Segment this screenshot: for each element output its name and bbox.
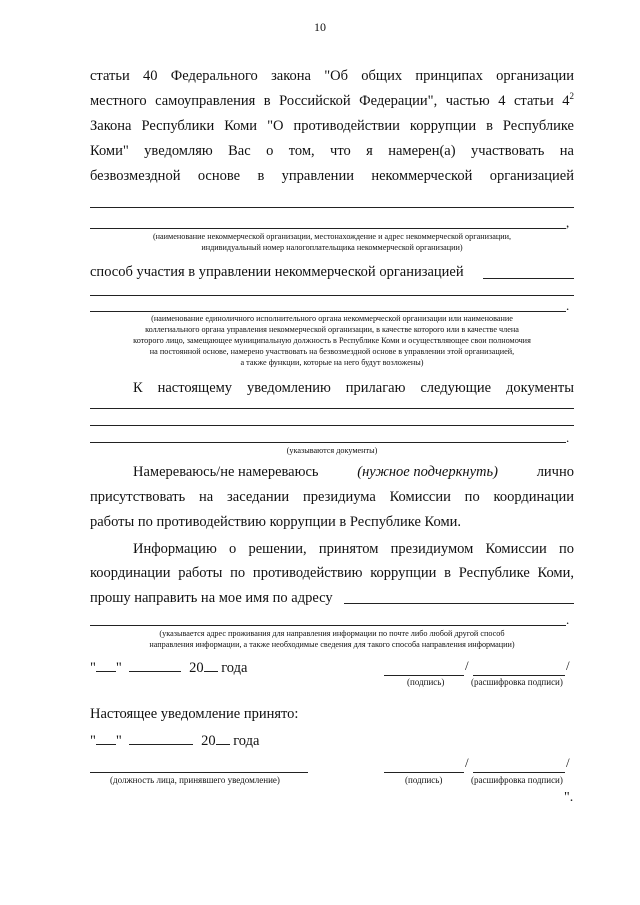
intro-line-2-sup: 2 bbox=[569, 91, 574, 102]
signature-2-slash-1: / bbox=[465, 755, 469, 770]
date-1-year-prefix: 20 bbox=[189, 660, 204, 676]
intro-line-5: безвозмездной основе в управлении некоммерческой организацией bbox=[90, 168, 574, 184]
participation-fill-inline[interactable] bbox=[483, 278, 574, 279]
participation-caption bbox=[90, 313, 574, 368]
date-2 bbox=[90, 732, 259, 750]
org-name-fill-line-1[interactable] bbox=[90, 207, 574, 208]
date-1-month-field[interactable] bbox=[129, 659, 181, 672]
intro-line-3: Закона Республики Коми "О противодействии коррупции в Республике bbox=[90, 118, 574, 134]
participation-caption-line-5: а также функции, которые на него будут возложены) bbox=[240, 358, 424, 367]
signature-1-decode-caption: (расшифровка подписи) bbox=[471, 677, 563, 687]
date-1-quote-open: " bbox=[90, 660, 96, 676]
date-1-quote-close: " bbox=[115, 660, 122, 676]
intro-line-1: статьи 40 Федерального закона "Об общих принципах организации bbox=[90, 68, 574, 84]
date-2-month-field[interactable] bbox=[129, 732, 193, 745]
info-caption-line-1: (указывается адрес проживания для направления информации по почте либо любой другой способ bbox=[159, 629, 505, 638]
date-1-year-field[interactable] bbox=[204, 659, 218, 672]
signature-2-decode-field[interactable] bbox=[473, 772, 565, 773]
org-name-fill-line-2[interactable] bbox=[90, 228, 566, 229]
participation-caption-line-4: на постоянной основе, намерено участвовать на безвозмездной основе в управлении этой организацией, bbox=[149, 347, 515, 356]
signature-2-field[interactable] bbox=[384, 772, 464, 773]
attendance-personally: лично bbox=[536, 464, 574, 480]
address-fill-inline[interactable] bbox=[344, 603, 574, 604]
page-number: 10 bbox=[314, 20, 326, 34]
signature-2-caption: (подпись) bbox=[405, 775, 443, 785]
signature-1-field[interactable] bbox=[384, 675, 464, 676]
date-1 bbox=[90, 659, 247, 677]
date-1-suffix: года bbox=[221, 660, 248, 676]
participation-line bbox=[90, 260, 574, 284]
documents-fill-line-3[interactable] bbox=[90, 442, 566, 443]
signature-1-slash-1: / bbox=[465, 658, 469, 673]
info-line-1: Информацию о решении, принятом президиумом Комиссии по bbox=[133, 541, 574, 557]
date-2-quote-open: " bbox=[90, 733, 96, 749]
address-fill-line[interactable] bbox=[90, 625, 566, 626]
documents-fill-line-2[interactable] bbox=[90, 425, 574, 426]
documents-intro: К настоящему уведомлению прилагаю следующие документы bbox=[133, 380, 574, 396]
documents-caption: (указываются документы) bbox=[286, 446, 378, 455]
org-caption-line-2: индивидуальный номер налогоплательщика некоммерческой организации) bbox=[201, 243, 463, 252]
date-2-year-field[interactable] bbox=[216, 732, 230, 745]
intro-line-4: Коми" уведомляю Вас о том, что я намерен(а) участвовать на bbox=[90, 143, 574, 159]
org-caption-line-1: (наименование некоммерческой организации, местонахождение и адрес некоммерческой организации, bbox=[152, 232, 512, 241]
date-2-year-prefix: 20 bbox=[201, 733, 216, 749]
signature-1-decode-field[interactable] bbox=[473, 675, 565, 676]
signature-2-decode-caption: (расшифровка подписи) bbox=[471, 775, 563, 785]
accepted-title: Настоящее уведомление принято: bbox=[90, 706, 299, 722]
position-caption: (должность лица, принявшего уведомление) bbox=[110, 775, 280, 785]
attendance-line-3: работы по противодействию коррупции в Республике Коми. bbox=[90, 514, 462, 530]
documents-period: . bbox=[566, 430, 570, 445]
info-line-2: координации работы по противодействию коррупции в Республике Коми, bbox=[90, 565, 574, 581]
participation-caption-line-3: которого лицо, замещающее муниципальную должность в Республике Коми и осуществляющее свои полномочия bbox=[133, 336, 531, 345]
documents-fill-line-1[interactable] bbox=[90, 408, 574, 409]
attendance-hint: (нужное подчеркнуть) bbox=[357, 464, 498, 480]
date-1-day-field[interactable] bbox=[96, 659, 116, 672]
attendance-line-2: присутствовать на заседании президиума Комиссии по координации bbox=[90, 489, 574, 505]
intro-line-2-text: местного самоуправления в Российской Федерации", частью 4 статьи 4 bbox=[90, 93, 570, 109]
signature-1-slash-2: / bbox=[566, 658, 570, 673]
participation-period: . bbox=[566, 298, 570, 313]
date-2-day-field[interactable] bbox=[96, 732, 116, 745]
address-period: . bbox=[566, 612, 570, 627]
participation-caption-line-1: (наименование единоличного исполнительного органа некоммерческой организации или наименование bbox=[151, 314, 513, 323]
position-field[interactable] bbox=[90, 772, 308, 773]
intro-line-2 bbox=[90, 89, 574, 113]
participation-fill-line-2[interactable] bbox=[90, 311, 566, 312]
attendance-line-1 bbox=[133, 460, 574, 484]
participation-caption-line-2: коллегиального органа управления некоммерческой организации, в качестве которого или в качестве члена bbox=[145, 325, 519, 334]
org-comma: , bbox=[566, 215, 570, 230]
participation-label: способ участия в управлении некоммерческой организацией bbox=[90, 264, 464, 280]
closing-quote: ". bbox=[564, 790, 574, 805]
signature-2-slash-2: / bbox=[566, 755, 570, 770]
date-2-quote-close: " bbox=[115, 733, 122, 749]
signature-1-caption: (подпись) bbox=[407, 677, 445, 687]
attendance-choice: Намереваюсь/не намереваюсь bbox=[133, 464, 319, 480]
date-2-suffix: года bbox=[233, 733, 260, 749]
info-caption bbox=[90, 628, 574, 650]
info-line-3: прошу направить на мое имя по адресу bbox=[90, 590, 333, 606]
org-caption bbox=[90, 231, 574, 253]
participation-fill-line-1[interactable] bbox=[90, 295, 574, 296]
info-caption-line-2: направления информации, а также необходимые сведения для такого способа направления информации) bbox=[149, 640, 515, 649]
